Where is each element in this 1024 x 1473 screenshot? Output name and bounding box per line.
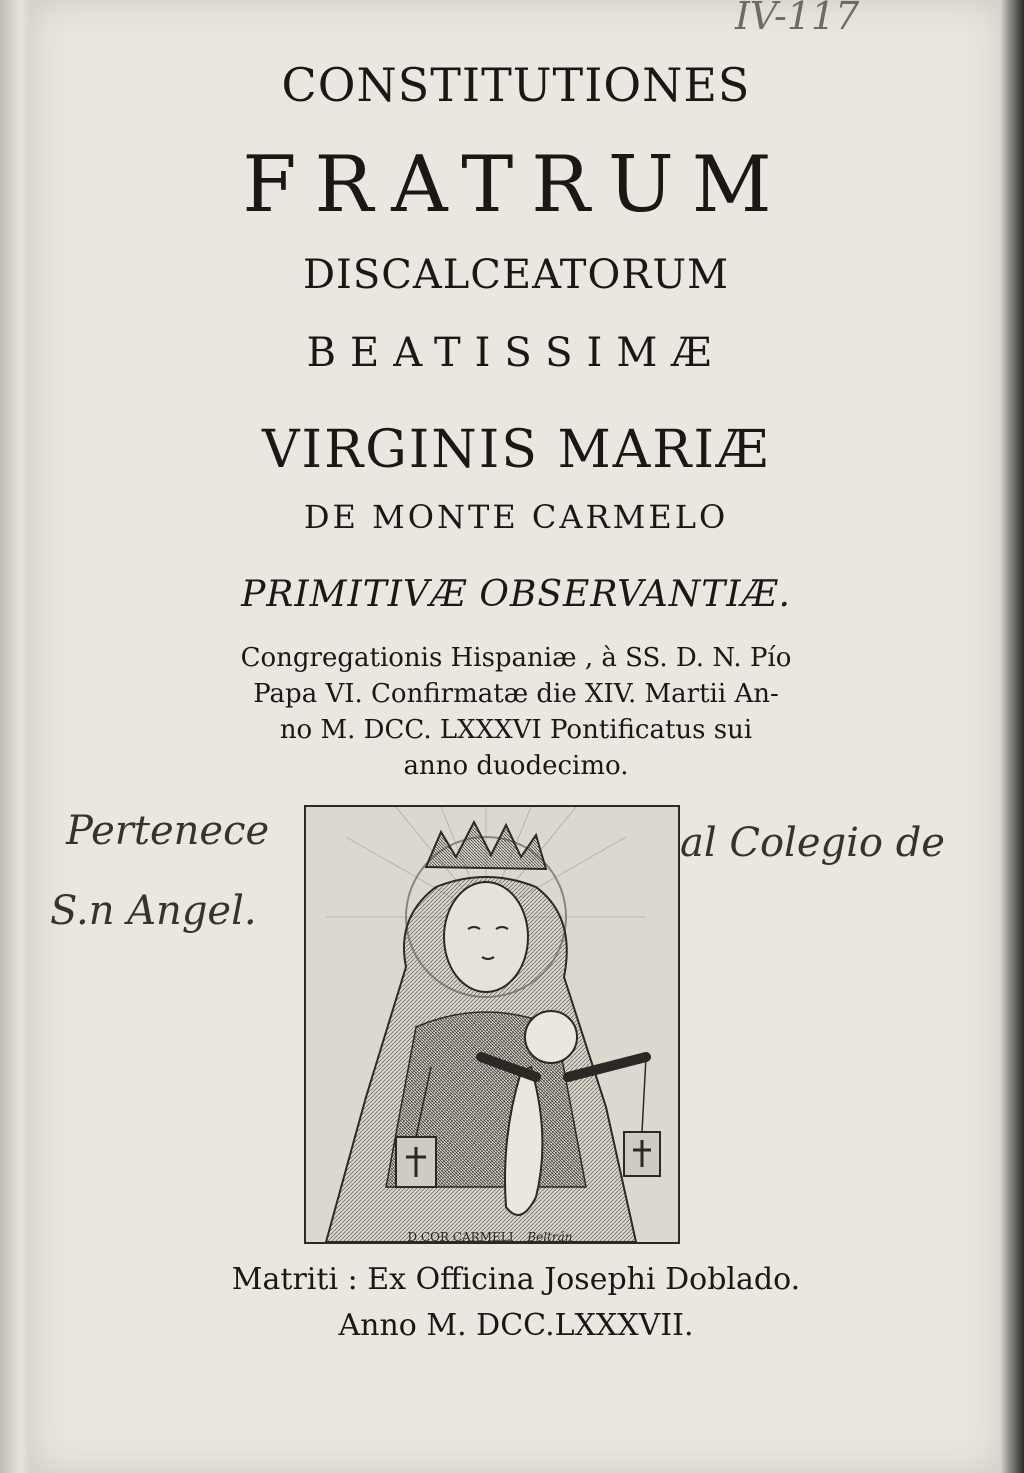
ownership-note-left-1: Pertenece: [66, 808, 270, 854]
title-line-virginis-mariae: VIRGINIS MARIÆ: [261, 420, 771, 480]
page-edge: [1000, 0, 1024, 1473]
child-head: [525, 1011, 577, 1063]
imprint-line-2: Anno M. DCC.LXXXVII.: [338, 1308, 694, 1343]
body-line: no M. DCC. LXXXVI Pontificatus sui: [279, 715, 753, 745]
engraving-caption: [304, 1230, 676, 1244]
title-line-primitivae-observantiae: PRIMITIVÆ OBSERVANTIÆ.: [241, 574, 791, 615]
body-line: Congregationis Hispaniæ , à SS. D. N. Pío: [240, 643, 792, 673]
imprint-line-1: Matriti : Ex Officina Josephi Doblado.: [231, 1262, 801, 1297]
body-line: anno duodecimo.: [403, 751, 629, 781]
body-text: [30, 640, 1002, 784]
body-line: Papa VI. Confirmatæ die XIV. Martii An-: [253, 679, 779, 709]
ownership-note-right-1: al Colegio de: [680, 820, 945, 866]
engraving-title: D COR CARMELI: [407, 1230, 514, 1244]
title-line-discalceatorum: DISCALCEATORUM: [302, 252, 730, 298]
shelfmark-handwriting: IV-117: [735, 0, 860, 38]
madonna-engraving: [304, 805, 680, 1244]
madonna-face: [444, 882, 528, 992]
title-line-fratrum: FRATRUM: [242, 140, 790, 230]
ownership-note-left-2: S.n Angel.: [50, 888, 257, 934]
title-line-beatissimae: BEATISSIMÆ: [306, 330, 726, 376]
madonna-and-child-illustration: [306, 807, 678, 1242]
engraver-signature: Beltrán: [527, 1230, 573, 1244]
book-spine: [0, 0, 34, 1473]
title-line-de-monte-carmelo: DE MONTE CARMELO: [303, 498, 729, 536]
title-line-constitutiones: CONSTITUTIONES: [281, 58, 751, 112]
